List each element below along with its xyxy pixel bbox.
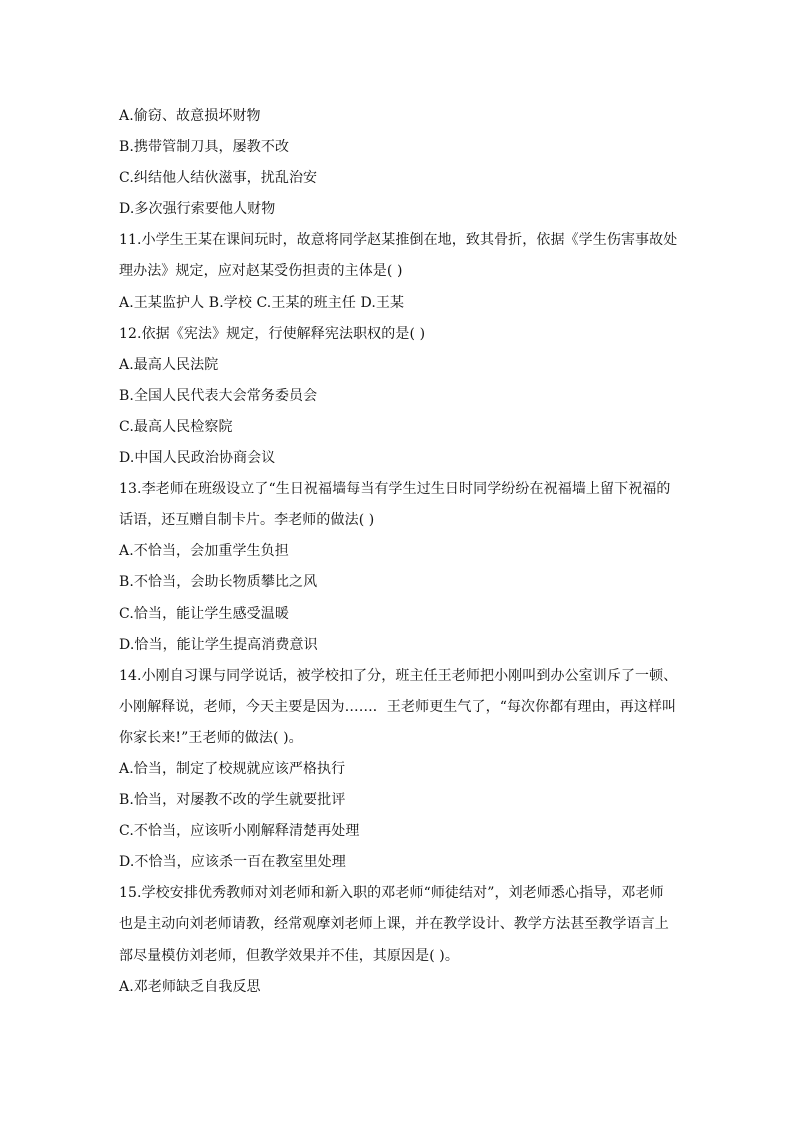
option-line: A.恰当，制定了校规就应该严格执行 [119,760,346,777]
option-line: D.不恰当，应该杀一百在教室里处理 [119,854,346,871]
option-line: A.最高人民法院 [119,356,219,373]
option-line: A.不恰当，会加重学生负担 [119,543,289,560]
question-14-stem: 小刚解释说，老师，今天主要是因为……．王老师更生气了，“每次你都有理由，再这样叫 [119,698,677,715]
option-line: D.恰当，能让学生提高消费意识 [119,636,318,653]
question-11-options: A.王某监护人 B.学校 C.王某的班主任 D.王某 [119,294,405,311]
question-14-stem: 你家长来!”王老师的做法( )。 [119,729,303,746]
option-line: B.不恰当，会助长物质攀比之风 [119,574,318,591]
question-14-stem: 14.小刚自习课与同学说话，被学校扣了分，班主任王老师把小刚叫到办公室训斥了一顿、 [119,667,678,684]
question-15-stem: 15.学校安排优秀教师对刘老师和新入职的邓老师“师徒结对”，刘老师悉心指导，邓老师 [119,885,664,902]
question-11-stem: 理办法》规定，应对赵某受伤担责的主体是( ) [119,263,403,280]
option-line: C.最高人民检察院 [119,418,233,435]
option-line: B.携带管制刀具，屡教不改 [119,139,290,156]
option-line: B.恰当，对屡教不改的学生就要批评 [119,792,346,809]
question-11-stem: 11.小学生王某在课间玩时，故意将同学赵某推倒在地，致其骨折，依据《学生伤害事故处 [119,232,678,249]
option-line: C.纠结他人结伙滋事，扰乱治安 [119,170,318,187]
question-12-stem: 12.依据《宪法》规定，行使解释宪法职权的是( ) [119,325,426,342]
option-line: C.不恰当，应该听小刚解释清楚再处理 [119,823,360,840]
question-13-stem: 话语，还互赠自制卡片。李老师的做法( ) [119,512,375,529]
question-13-stem: 13.李老师在班级设立了“生日祝福墙每当有学生过生日时同学纷纷在祝福墙上留下祝福的 [119,481,671,498]
option-line: B.全国人民代表大会常务委员会 [119,387,318,404]
option-line: D.多次强行索要他人财物 [119,201,276,218]
option-line: A.偷窃、故意损坏财物 [119,108,261,124]
question-15-stem: 部尽量模仿刘老师，但教学效果并不佳，其原因是( )。 [119,947,459,964]
option-line: D.中国人民政治协商会议 [119,450,276,467]
option-line: A.邓老师缺乏自我反思 [119,978,261,995]
exam-text [119,101,679,1003]
question-15-stem: 也是主动向刘老师请教，经常观摩刘老师上课，并在教学设计、教学方法甚至教学语言上 [119,916,669,933]
option-line: C.恰当，能让学生感受温暖 [119,605,289,622]
